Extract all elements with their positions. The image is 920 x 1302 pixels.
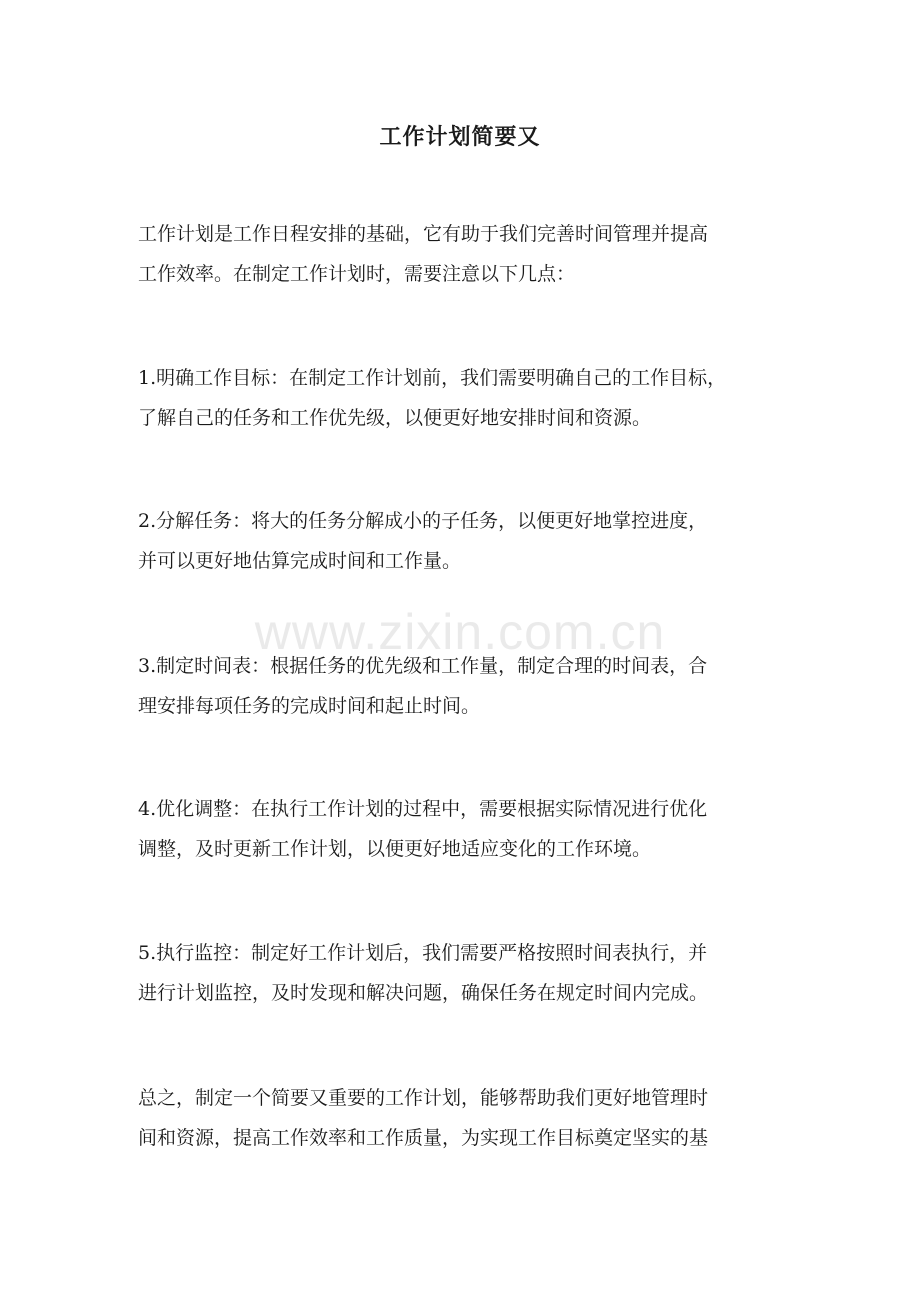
point-2-paragraph [138, 501, 788, 581]
point-1-paragraph [138, 358, 788, 438]
paragraph-line: 间和资源，提高工作效率和工作质量，为实现工作目标奠定坚实的基 [138, 1127, 709, 1149]
paragraph-line: 调整，及时更新工作计划，以便更好地适应变化的工作环境。 [138, 838, 652, 860]
paragraph-line: 3.制定时间表：根据任务的优先级和工作量，制定合理的时间表，合 [138, 655, 708, 677]
page-title: 工作计划简要又 [379, 124, 541, 150]
conclusion-paragraph [138, 1078, 788, 1158]
paragraph-line: 2.分解任务：将大的任务分解成小的子任务，以便更好地掌控进度， [138, 510, 708, 532]
point-5-paragraph [138, 933, 788, 1013]
paragraph-line: 理安排每项任务的完成时间和起止时间。 [138, 695, 481, 717]
paragraph-line: 工作计划是工作日程安排的基础，它有助于我们完善时间管理并提高 [138, 223, 709, 245]
paragraph-line: 4.优化调整：在执行工作计划的过程中，需要根据实际情况进行优化 [138, 798, 708, 820]
paragraph-line: 5.执行监控：制定好工作计划后，我们需要严格按照时间表执行，并 [138, 942, 708, 964]
paragraph-line: 进行计划监控，及时发现和解决问题，确保任务在规定时间内完成。 [138, 982, 709, 1004]
point-3-paragraph [138, 646, 788, 726]
intro-paragraph [138, 214, 788, 294]
paragraph-line: 了解自己的任务和工作优先级，以便更好地安排时间和资源。 [138, 407, 652, 429]
paragraph-line: 工作效率。在制定工作计划时，需要注意以下几点： [138, 263, 576, 285]
watermark-text: www.zixin.com.cn [254, 604, 666, 660]
paragraph-line: 总之，制定一个简要又重要的工作计划，能够帮助我们更好地管理时 [138, 1087, 709, 1109]
paragraph-line: 1.明确工作目标：在制定工作计划前，我们需要明确自己的工作目标， [138, 367, 727, 389]
point-4-paragraph [138, 789, 788, 869]
paragraph-line: 并可以更好地估算完成时间和工作量。 [138, 550, 462, 572]
